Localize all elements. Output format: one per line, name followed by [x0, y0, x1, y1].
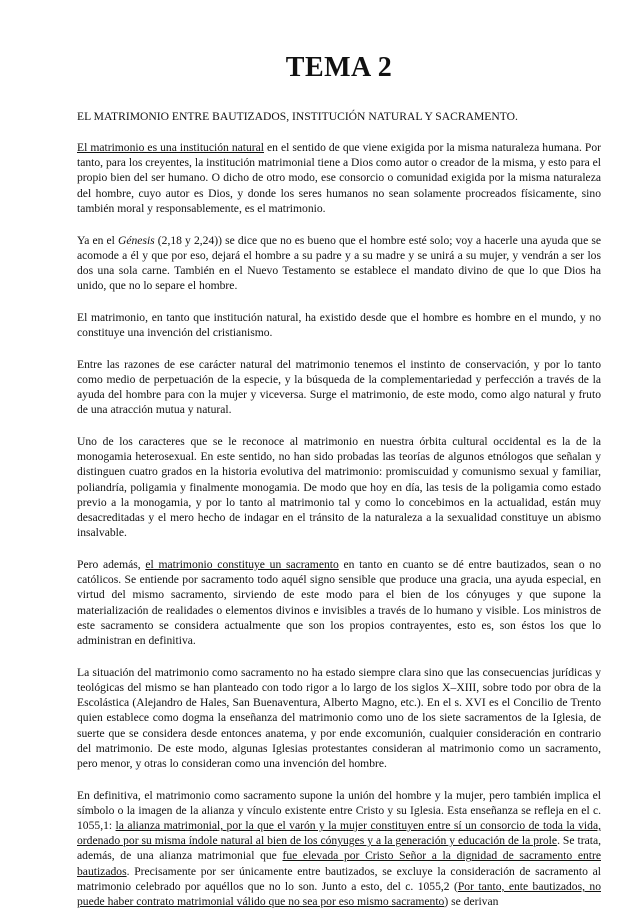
paragraph-text: . Precisamente por ser únicamente entre bautizados, se excluye la consideración de sacramento al matrimonio celebrado por aquéllos que no lo son. Junto a esto, del c. 1055,2 ( — [77, 864, 601, 893]
document-subtitle: EL MATRIMONIO ENTRE BAUTIZADOS, INSTITUCIÓN NATURAL Y SACRAMENTO. — [77, 110, 518, 123]
page-title: TEMA 2 — [285, 52, 393, 83]
paragraph-8 — [77, 788, 601, 909]
paragraph-text: En definitiva, el matrimonio como sacramento supone la unión del hombre y la mujer, pero también implica el símbolo o la imagen de la alianza y vínculo existente entre Cristo y su Iglesia. Esta enseñanza se refleja en el c. 1055,1: — [77, 788, 601, 833]
italic-book-title: Génesis — [117, 233, 155, 247]
underlined-quote: la alianza matrimonial, por la que el varón y la mujer constituyen entre sí un consorcio de toda la vida, ordenado por su misma índole natural al bien de los cónyuges y a la generación y educación de la prole — [77, 819, 601, 848]
paragraph-text: (2,18 y 2,24)) se dice que no es bueno que el hombre esté solo; voy a hacerle una ayuda que se acomode a él y que por eso, dejará el hombre a su padre y a su madre y se unirá a su mujer, y vendrán a ser los dos una sola carne. También en el Nuevo Testamento se establece el mandato divino de que lo que Dios ha unido, que no lo separe el hombre. — [77, 233, 601, 293]
paragraph-3: El matrimonio, en tanto que institución natural, ha existido desde que el hombre es hombre en el mundo, y no constituye una invención del cristianismo. — [77, 310, 601, 340]
paragraph-4: Entre las razones de ese carácter natural del matrimonio tenemos el instinto de conservación, y por lo tanto como medio de perpetuación de la especie, y la búsqueda de la complementariedad y perfección a través de la ayuda del hombre para con la mujer y viceversa. Surge el matrimonio, de este modo, como algo natural y fruto de una atracción mutua y natural. — [77, 357, 601, 417]
paragraph-5: Uno de los caracteres que se le reconoce al matrimonio en nuestra órbita cultural occidental es la de la monogamia heterosexual. En este sentido, no han sido probadas las teorías de algunos etnólogos que señalan y distinguen cuatro grados en la historia evolutiva del matrimonio: promiscuidad y comunismo sexual y familiar, poliandría, poligamia y finalmente monogamia. De modo que hoy en día, las tesis de la poligamia como estado previo a la monogamia, y por lo tanto al matrimonio tal y como lo concebimos en la actualidad, están muy desacreditadas y el mero hecho de indagar en el tránsito de la naturaleza a la sexualidad constituye un abismo insalvable. — [77, 435, 601, 540]
paragraph-1 — [77, 140, 601, 216]
paragraph-text: en tanto en cuanto se dé entre bautizados, sean o no católicos. Se entiende por sacramento todo aquél signo sensible que produce una gracia, una ayuda especial, en virtud del mismo sacramento, sirviendo de este modo para el bien de los cónyuges y que supone la materialización de realidades o elementos divinos e invisibles a través de lo humano y visible. Los ministros de este sacramento se considera actualmente que son los propios contrayentes, esto es, son éstos los que lo administran en definitiva. — [77, 557, 601, 647]
paragraph-text: en el sentido de que viene exigida por la misma naturaleza humana. Por tanto, para los creyentes, la institución matrimonial tiene a Dios como autor o creador de la misma, y esto para el propio bien del ser humano. O dicho de otro modo, ese consorcio o comunidad exigida por la misma naturaleza del hombre, cuyo autor es Dios, y donde los seres humanos no sean solamente procreados físicamente, sino también moral y responsablemente, es el matrimonio. — [77, 141, 601, 215]
underlined-quote: fue elevada por Cristo Señor a la dignidad de sacramento entre bautizados — [77, 849, 601, 878]
paragraph-2 — [77, 233, 601, 294]
paragraph-text: . Se trata, además, de una alianza matrimonial que — [77, 834, 601, 863]
paragraph-text: Ya en el — [77, 233, 118, 247]
paragraph-7: La situación del matrimonio como sacramento no ha estado siempre clara sino que las consecuencias jurídicas y teológicas del mismo se han planteado con todo rigor a lo largo de los siglos X–XIII, sobre todo por obra de la Escolástica (Alejandro de Hales, San Buenaventura, Alberto Magno, etc.). En el s. XVI es el Concilio de Trento quien establece como dogma la enseñanza del matrimonio como uno de los siete sacramentos de la Iglesia, de suerte que se considera desde entonces anatema, y por ende excomunión, cualquier consideración en contrario del matrimonio. De este modo, algunas Iglesias protestantes consideran al matrimonio como un sacramento, pero menor, y otras lo consideran como una invención del hombre. — [77, 665, 601, 770]
underlined-phrase: el matrimonio constituye un sacramento — [145, 557, 339, 571]
underlined-phrase: El matrimonio es una institución natural — [77, 141, 265, 154]
underlined-quote: Por tanto, ente bautizados, no puede haber contrato matrimonial válido que no sea por eso mismo sacramento — [77, 879, 601, 909]
paragraph-text: ) se derivan — [444, 895, 499, 909]
paragraph-6 — [77, 557, 601, 648]
paragraph-text: Pero además, — [77, 557, 146, 571]
